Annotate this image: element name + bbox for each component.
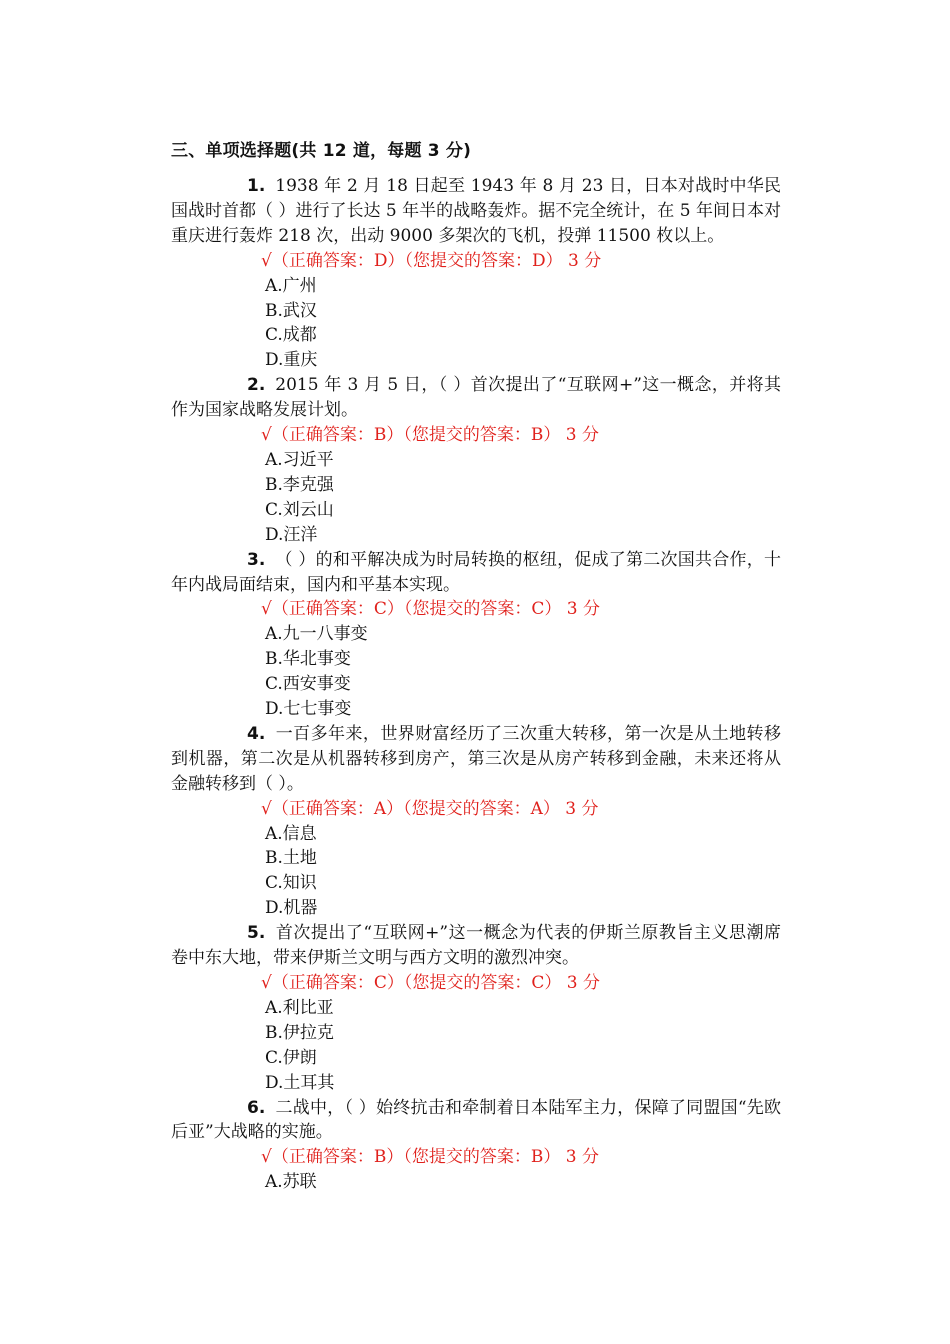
option-list [171, 622, 781, 722]
question-list [171, 174, 781, 1195]
option-list [171, 1170, 781, 1195]
option-item: D.机器 [265, 898, 318, 919]
question-text [171, 722, 781, 797]
question-stem: 一百多年来，世界财富经历了三次重大转移，第一次是从土地转移到机器，第二次是从机器转移到房产，第三次是从房产转移到金融，未来还将从金融转移到（ ）。 [171, 723, 781, 794]
question-item [171, 174, 781, 373]
answer-result [171, 1145, 781, 1170]
option-list [171, 274, 781, 374]
answer-text: √（正确答案：B）（您提交的答案：B） 3 分 [261, 425, 599, 446]
question-stem: 首次提出了“互联网+”这一概念为代表的伊斯兰原教旨主义思潮席卷中东大地，带来伊斯兰文明与西方文明的激烈冲突。 [171, 923, 781, 969]
option-item: A.利比亚 [265, 997, 334, 1018]
question-stem: 1938 年 2 月 18 日起至 1943 年 8 月 23 日，日本对战时中华民国战时首都（ ）进行了长达 5 年半的战略轰炸。据不完全统计，在 5 年间日本对重庆进行轰炸 218 次，出动 9000 多架次的飞机，投弹 11500 枚以上。 [171, 176, 781, 246]
option-item: A.广州 [265, 275, 317, 296]
answer-result [171, 597, 781, 622]
option-item: C.成都 [265, 325, 317, 346]
option-item: A.信息 [265, 823, 317, 844]
option-list [171, 996, 781, 1096]
option-item: B.土地 [265, 848, 317, 869]
question-stem: （ ）的和平解决成为时局转换的枢纽，促成了第二次国共合作，十年内战局面结束，国内和平基本实现。 [171, 549, 781, 595]
option-item: D.土耳其 [265, 1072, 335, 1093]
question-item [171, 548, 781, 722]
option-item: D.重庆 [265, 350, 318, 371]
option-list [171, 448, 781, 548]
answer-text: √（正确答案：C）（您提交的答案：C） 3 分 [261, 973, 600, 993]
answer-result [171, 971, 781, 996]
option-item: D.汪洋 [265, 524, 318, 545]
option-item: B.李克强 [265, 474, 334, 495]
question-text [171, 1096, 781, 1146]
question-text [171, 373, 781, 423]
option-item: C.知识 [265, 873, 317, 894]
answer-result [171, 797, 781, 822]
option-item: C.西安事变 [265, 674, 351, 695]
question-stem: 2015 年 3 月 5 日，（ ）首次提出了“互联网+”这一概念，并将其作为国家战略发展计划。 [171, 375, 781, 421]
question-item [171, 921, 781, 1095]
question-number: 2. [247, 375, 266, 396]
option-item: C.伊朗 [265, 1047, 317, 1068]
answer-result [171, 249, 781, 274]
question-stem: 二战中，（ ）始终抗击和牵制着日本陆军主力，保障了同盟国“先欧后亚”大战略的实施。 [171, 1097, 781, 1143]
question-number: 1. [247, 176, 266, 196]
option-item: B.华北事变 [265, 649, 351, 670]
answer-result [171, 423, 781, 448]
question-text [171, 548, 781, 598]
question-number: 4. [247, 723, 266, 744]
option-item: B.武汉 [265, 300, 317, 321]
answer-text: √（正确答案：A）（您提交的答案：A） 3 分 [261, 798, 599, 819]
answer-text: √（正确答案：D）（您提交的答案：D） 3 分 [261, 250, 602, 271]
option-item: A.苏联 [265, 1172, 317, 1193]
option-list [171, 822, 781, 922]
question-text [171, 174, 781, 249]
option-item: B.伊拉克 [265, 1022, 334, 1043]
answer-text: √（正确答案：C）（您提交的答案：C） 3 分 [261, 599, 600, 620]
option-item: C.刘云山 [265, 499, 334, 520]
question-item [171, 1096, 781, 1196]
question-item [171, 373, 781, 547]
option-item: A.习近平 [265, 449, 334, 470]
question-number: 6. [247, 1097, 266, 1118]
quiz-document [171, 138, 781, 1195]
question-number: 5. [247, 923, 266, 944]
section-title: 三、单项选择题(共 12 道，每题 3 分) [171, 141, 472, 161]
option-item: D.七七事变 [265, 699, 352, 720]
option-item: A.九一八事变 [265, 624, 368, 645]
question-number: 3. [247, 549, 266, 570]
answer-text: √（正确答案：B）（您提交的答案：B） 3 分 [261, 1147, 599, 1168]
question-text [171, 921, 781, 971]
question-item [171, 722, 781, 921]
